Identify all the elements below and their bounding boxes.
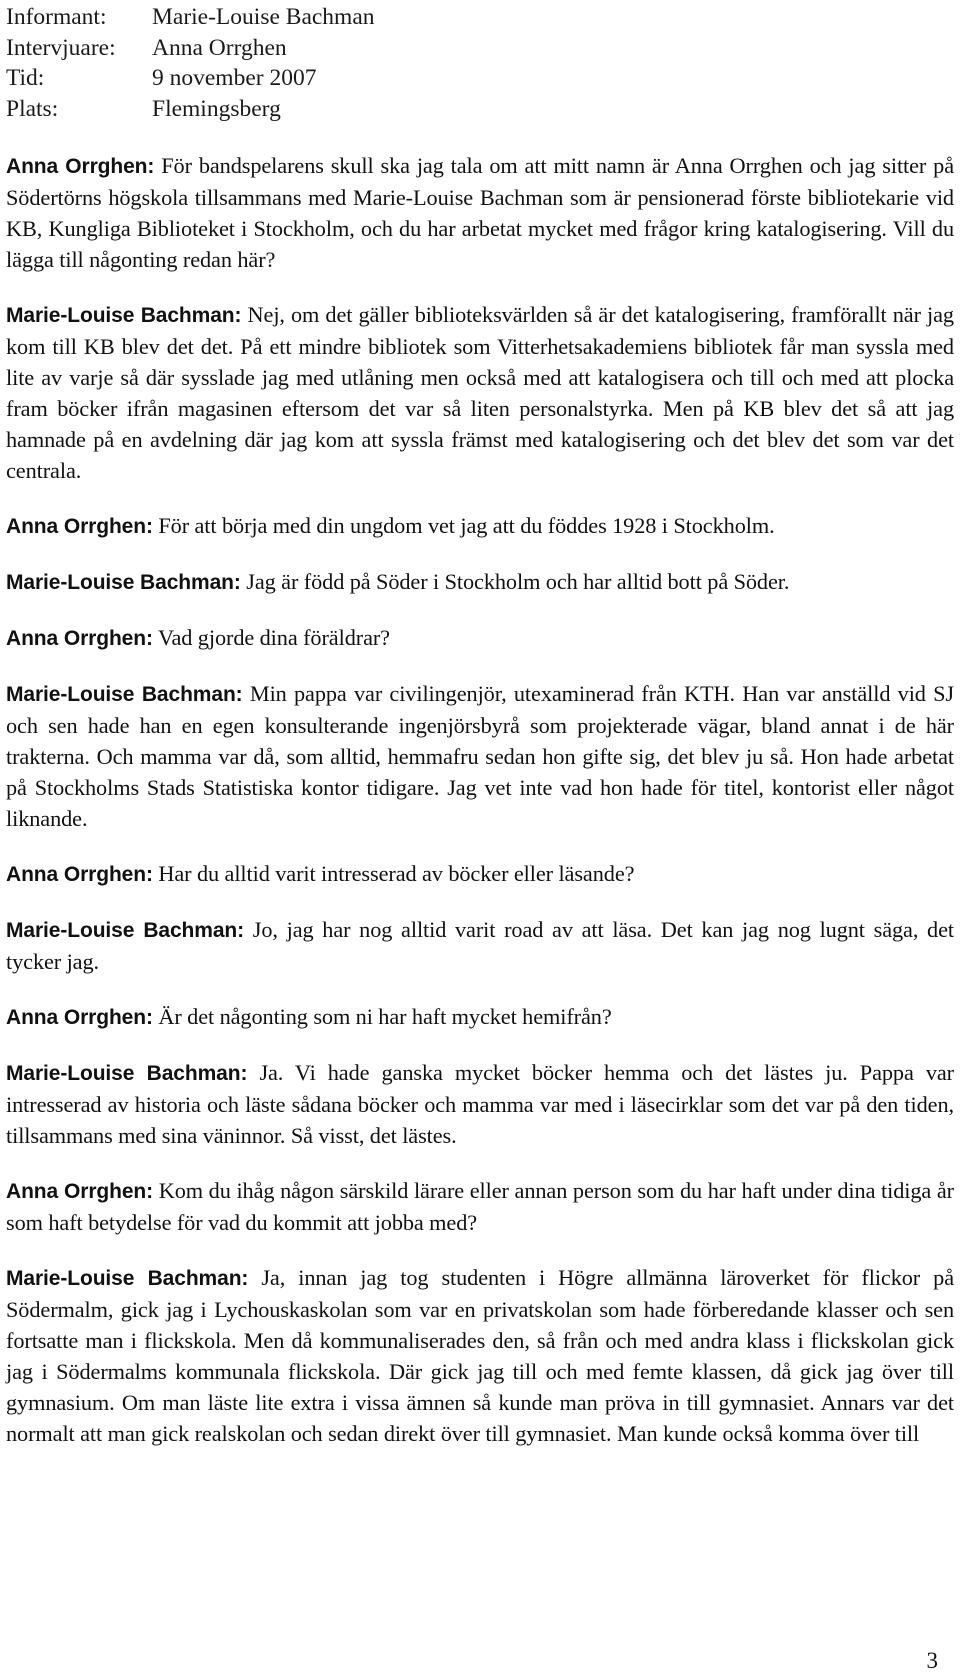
- turn-text: Nej, om det gäller biblioteksvärlden så är det katalogisering, framförallt när jag kom till KB blev det det. På ett mindre bibliotek som Vitterhetsakademiens bibliotek får man syssla med lite av varje så där sysslade jag med utlåning men också med att katalogisera och till och med att plocka fram böcker ifrån magasinen eftersom det var så liten personalstyrka. Men på KB blev det så att jag hamnade på en avdelning där jag kom att syssla främst med katalogisering och det blev det som var det centrala.: [6, 302, 954, 483]
- metadata-label: Informant:: [6, 4, 107, 30]
- turn-text: Jag är född på Söder i Stockholm och har alltid bott på Söder.: [246, 569, 790, 594]
- turn-text: Jo, jag har nog alltid varit road av att läsa. Det kan jag nog lugnt säga, det tycker jag.: [6, 917, 954, 974]
- speaker-name: Marie-Louise Bachman:: [6, 1062, 248, 1085]
- turn-text: Ja, innan jag tog studenten i Högre allmänna läroverket för flickor på Södermalm, gick jag i Lychouskaskolan som var en privatskolan som hade förberedande klasser och sen fortsatte man i flickskola. Men då kommunaliserades den, så från och med andra klass i flickskolan gick jag i Södermalms kommunala flickskola. Där gick jag till och med femte klassen, då gick jag över till gymnasium. Om man läste lite extra i vissa ämnen så kunde man pröva in till gymnasiet. Annars var det normalt att man gick realskolan och sedan direkt över till gymnasiet. Man kunde också komma över till: [6, 1265, 954, 1446]
- transcript-turn: [6, 510, 954, 542]
- speaker-name: Marie-Louise Bachman:: [6, 683, 243, 706]
- turn-text: Är det någonting som ni har haft mycket hemifrån?: [158, 1004, 612, 1029]
- speaker-name: Anna Orrghen:: [6, 1180, 154, 1203]
- turn-text: Kom du ihåg någon särskild lärare eller annan person som du har haft under dina tidiga år som haft betydelse för vad du kommit att jobba med?: [6, 1178, 954, 1235]
- speaker-name: Marie-Louise Bachman:: [6, 304, 242, 327]
- transcript-turn: [6, 1175, 954, 1238]
- metadata-row-interviewer: [6, 33, 954, 64]
- metadata-row-place: [6, 94, 954, 125]
- turn-text: För bandspelarens skull ska jag tala om att mitt namn är Anna Orrghen och jag sitter på Södertörns högskola tillsammans med Marie-Louise Bachman som är pensionerad förste bibliotekarie vid KB, Kungliga Biblioteket i Stockholm, och du har arbetat mycket med frågor kring katalogisering. Vill du lägga till någonting redan här?: [6, 153, 955, 272]
- speaker-name: Marie-Louise Bachman:: [6, 919, 245, 942]
- speaker-name: Anna Orrghen:: [6, 1006, 153, 1029]
- metadata-value: Flemingsberg: [152, 95, 281, 122]
- transcript-page: [6, 0, 954, 1473]
- metadata-label: Tid:: [6, 65, 45, 91]
- transcript-turn: [6, 858, 954, 890]
- speaker-name: Marie-Louise Bachman:: [6, 571, 241, 594]
- speaker-name: Anna Orrghen:: [6, 515, 153, 538]
- transcript-turn: [6, 1057, 954, 1151]
- speaker-name: Anna Orrghen:: [6, 627, 153, 650]
- speaker-name: Anna Orrghen:: [6, 155, 155, 178]
- turn-text: Vad gjorde dina föräldrar?: [157, 625, 390, 650]
- interview-metadata: [6, 2, 954, 124]
- metadata-label: Intervjuare:: [6, 34, 116, 61]
- page-number: 3: [926, 1648, 938, 1673]
- turn-text: Ja. Vi hade ganska mycket böcker hemma och det lästes ju. Pappa var intresserad av historia och läste sådana böcker och mamma var med i läsecirklar som det var på den tiden, tillsammans med sina väninnor. Så visst, det lästes.: [6, 1060, 954, 1148]
- transcript-turn: [6, 678, 954, 834]
- metadata-value: 9 november 2007: [152, 65, 317, 91]
- transcript-turn: [6, 150, 954, 275]
- transcript-turn: [6, 1262, 954, 1449]
- transcript-turn: [6, 566, 954, 598]
- metadata-row-informant: [6, 2, 954, 33]
- metadata-value: Anna Orrghen: [152, 34, 287, 61]
- metadata-row-date: [6, 63, 954, 94]
- speaker-name: Anna Orrghen:: [6, 863, 153, 886]
- transcript-turn: [6, 1001, 954, 1033]
- turn-text: Min pappa var civilingenjör, utexaminerad från KTH. Han var anställd vid SJ och sen hade han en egen konsulterande ingenjörsbyrå som projekterade vägar, bland annat i de här trakterna. Och mamma var då, som alltid, hemmafru sedan hon gifte sig, det blev ju så. Hon hade arbetat på Stockholms Stads Statistiska kontor tidigare. Jag vet inte vad hon hade för titel, kontorist eller något liknande.: [6, 681, 954, 831]
- transcript-turn: [6, 299, 954, 486]
- turn-text: För att börja med din ungdom vet jag att du föddes 1928 i Stockholm.: [158, 513, 775, 538]
- metadata-label: Plats:: [6, 95, 59, 122]
- transcript-turn: [6, 622, 954, 654]
- turn-text: Har du alltid varit intresserad av böcker eller läsande?: [158, 861, 635, 886]
- metadata-value: Marie-Louise Bachman: [152, 4, 375, 30]
- transcript-turn: [6, 914, 954, 977]
- speaker-name: Marie-Louise Bachman:: [6, 1267, 249, 1290]
